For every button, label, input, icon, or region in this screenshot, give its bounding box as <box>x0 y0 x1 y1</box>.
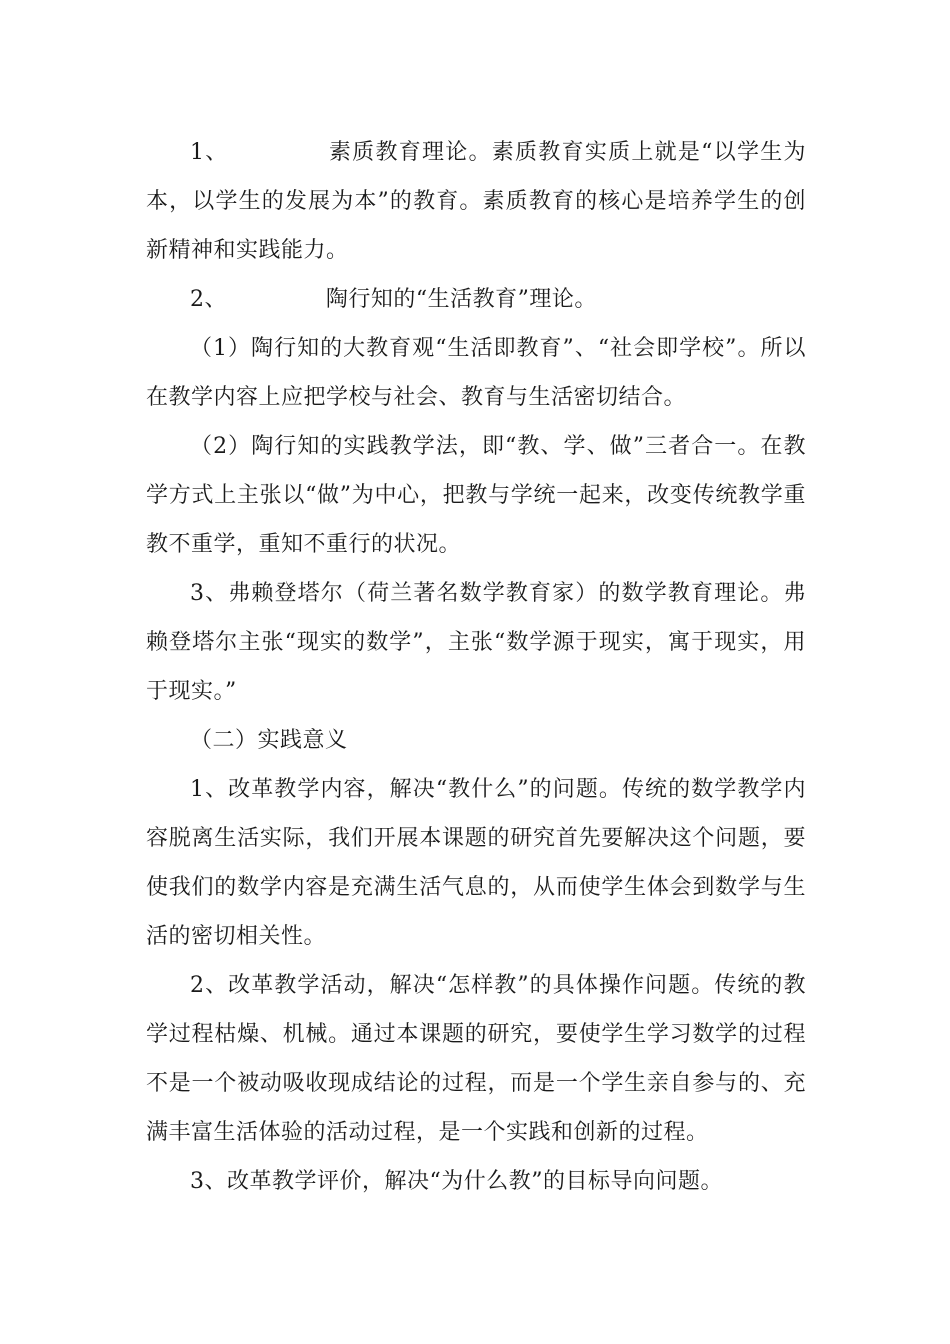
paragraph-practice-teaching: （2）陶行知的实践教学法，即“教、学、做”三者合一。在教学方式上主张以“做”为中心，把教与学统一起来，改变传统教学重教不重学，重知不重行的状况。 <box>146 434 806 557</box>
paragraph-reform-evaluation: 3、改革教学评价，解决“为什么教”的目标导向问题。 <box>190 1169 723 1194</box>
paragraph-freudenthal: 3、弗赖登塔尔（荷兰著名数学教育家）的数学教育理论。弗赖登塔尔主张“现实的数学”，主张“数学源于现实，寓于现实，用于现实。” <box>146 581 806 704</box>
section-heading-practical-significance: （二）实践意义 <box>190 728 348 753</box>
paragraph-life-education: 2、 陶行知的“生活教育”理论。 <box>190 287 597 312</box>
document-body <box>146 128 806 1206</box>
paragraph-big-education-view: （1）陶行知的大教育观“生活即教育”、“社会即学校”。所以在教学内容上应把学校与社会、教育与生活密切结合。 <box>146 336 806 410</box>
paragraph-reform-content: 1、改革教学内容，解决“教什么”的问题。传统的数学教学内容脱离生活实际，我们开展本课题的研究首先要解决这个问题，要使我们的数学内容是充满生活气息的，从而使学生体会到数学与生活的密切相关性。 <box>146 777 806 949</box>
paragraph-quality-education: 1、 素质教育理论。素质教育实质上就是“以学生为本，以学生的发展为本”的教育。素质教育的核心是培养学生的创新精神和实践能力。 <box>146 140 806 263</box>
paragraph-reform-activity: 2、改革教学活动，解决“怎样教”的具体操作问题。传统的教学过程枯燥、机械。通过本课题的研究，要使学生学习数学的过程不是一个被动吸收现成结论的过程，而是一个学生亲自参与的、充满丰富生活体验的活动过程，是一个实践和创新的过程。 <box>146 973 806 1145</box>
